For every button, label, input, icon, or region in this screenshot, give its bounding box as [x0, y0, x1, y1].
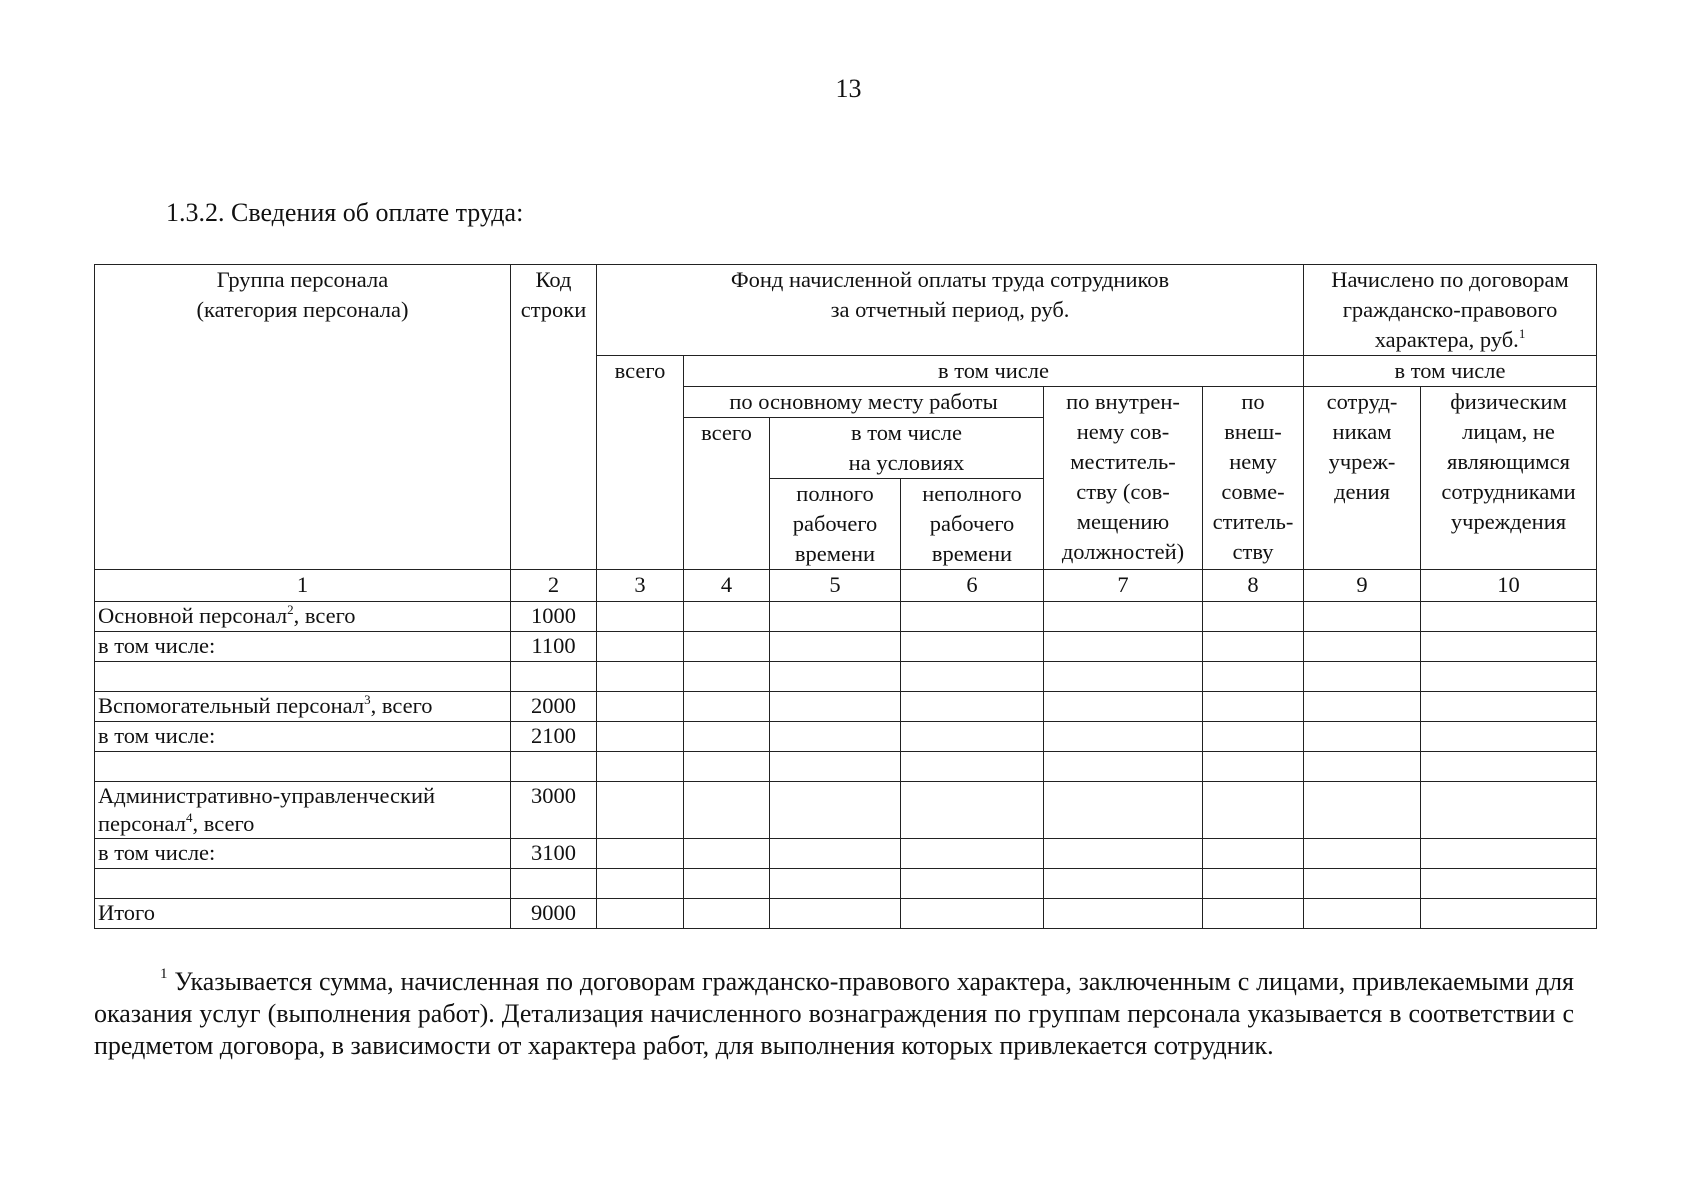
table-row [95, 752, 1597, 782]
footnote-mark: 1 [160, 966, 168, 982]
header-main-place: по основному месту работы [684, 387, 1044, 418]
empty-value-cell[interactable] [1421, 869, 1597, 899]
data-rows [95, 602, 1597, 929]
empty-value-cell[interactable] [1421, 782, 1597, 839]
row-label: в том числе: [95, 632, 511, 662]
row-label [95, 662, 511, 692]
empty-value-cell[interactable] [1421, 662, 1597, 692]
header-group: Группа персонала (категория персонала) [95, 265, 511, 570]
empty-value-cell[interactable] [1421, 692, 1597, 722]
column-number: 1 [95, 570, 511, 602]
row-label: Основной персонал$^2$, всего [95, 602, 511, 632]
row-code: 1000 [511, 602, 597, 632]
empty-value-cell[interactable] [1203, 722, 1304, 752]
empty-value-cell[interactable] [901, 839, 1044, 869]
empty-value-cell[interactable] [770, 782, 901, 839]
header-fund-total: всего [597, 356, 684, 570]
empty-value-cell[interactable] [770, 869, 901, 899]
empty-value-cell[interactable] [1421, 722, 1597, 752]
footnote [94, 966, 1574, 1062]
table-row [95, 722, 1597, 752]
row-label: в том числе: [95, 839, 511, 869]
header-main-total: всего [684, 418, 770, 570]
empty-value-cell[interactable] [1044, 632, 1203, 662]
header-fund: Фонд начисленной оплаты труда сотрудников за отчетный период, руб. [597, 265, 1304, 356]
row-code: 3100 [511, 839, 597, 869]
row-code [511, 752, 597, 782]
empty-value-cell[interactable] [1203, 692, 1304, 722]
empty-value-cell[interactable] [1203, 632, 1304, 662]
empty-value-cell[interactable] [597, 632, 684, 662]
empty-value-cell[interactable] [1304, 839, 1421, 869]
empty-value-cell[interactable] [1304, 692, 1421, 722]
header-code: Код строки [511, 265, 597, 570]
empty-value-cell[interactable] [1304, 722, 1421, 752]
empty-value-cell[interactable] [1304, 632, 1421, 662]
column-number: 9 [1304, 570, 1421, 602]
table-row [95, 782, 1597, 839]
header-civil-including: в том числе [1304, 356, 1597, 387]
empty-value-cell[interactable] [1044, 602, 1203, 632]
empty-value-cell[interactable] [1203, 899, 1304, 929]
empty-value-cell[interactable] [901, 692, 1044, 722]
empty-value-cell[interactable] [597, 869, 684, 899]
empty-value-cell[interactable] [901, 752, 1044, 782]
column-number: 6 [901, 570, 1044, 602]
header-fund-including: в том числе [684, 356, 1304, 387]
row-code: 2100 [511, 722, 597, 752]
empty-value-cell[interactable] [1044, 839, 1203, 869]
empty-value-cell[interactable] [684, 869, 770, 899]
row-label: Итого [95, 899, 511, 929]
empty-value-cell[interactable] [597, 692, 684, 722]
page-number: 13 [835, 74, 862, 103]
column-number: 7 [1044, 570, 1203, 602]
empty-value-cell[interactable] [1044, 899, 1203, 929]
empty-value-cell[interactable] [1044, 662, 1203, 692]
table-row [95, 839, 1597, 869]
column-number: 5 [770, 570, 901, 602]
empty-value-cell[interactable] [597, 602, 684, 632]
empty-value-cell[interactable] [597, 839, 684, 869]
row-label [95, 869, 511, 899]
row-code [511, 662, 597, 692]
row-label: в том числе: [95, 722, 511, 752]
empty-value-cell[interactable] [1044, 752, 1203, 782]
table-row [95, 692, 1597, 722]
table-row [95, 632, 1597, 662]
empty-value-cell[interactable] [597, 752, 684, 782]
empty-value-cell[interactable] [1044, 782, 1203, 839]
empty-value-cell[interactable] [1304, 602, 1421, 632]
empty-value-cell[interactable] [901, 722, 1044, 752]
header-employees: сотруд- никам учреж- дения [1304, 387, 1421, 570]
empty-value-cell[interactable] [901, 782, 1044, 839]
empty-value-cell[interactable] [901, 899, 1044, 929]
empty-value-cell[interactable] [1304, 752, 1421, 782]
column-number: 4 [684, 570, 770, 602]
empty-value-cell[interactable] [684, 839, 770, 869]
row-code: 1100 [511, 632, 597, 662]
empty-value-cell[interactable] [684, 782, 770, 839]
row-code: 3000 [511, 782, 597, 839]
row-label [95, 752, 511, 782]
row-label: Вспомогательный персонал$^3$, всего [95, 692, 511, 722]
empty-value-cell[interactable] [1304, 782, 1421, 839]
header-on-conditions: в том числе на условиях [770, 418, 1044, 479]
header-full-time: полного рабочего времени [770, 479, 901, 570]
header-internal: по внутрен- нему сов- меститель- ству (сов- мещению должностей) [1044, 387, 1203, 570]
column-number: 10 [1421, 570, 1597, 602]
header-civil-contracts: Начислено по договорам гражданско-правового характера, руб.$^1$ [1304, 265, 1597, 356]
column-number: 8 [1203, 570, 1304, 602]
empty-value-cell[interactable] [770, 752, 901, 782]
wage-table [94, 264, 1597, 929]
table-row [95, 899, 1597, 929]
empty-value-cell[interactable] [684, 602, 770, 632]
empty-value-cell[interactable] [1304, 662, 1421, 692]
empty-value-cell[interactable] [684, 632, 770, 662]
empty-value-cell[interactable] [770, 839, 901, 869]
empty-value-cell[interactable] [1203, 752, 1304, 782]
empty-value-cell[interactable] [1421, 632, 1597, 662]
header-part-time: неполного рабочего времени [901, 479, 1044, 570]
empty-value-cell[interactable] [770, 899, 901, 929]
empty-value-cell[interactable] [684, 692, 770, 722]
empty-value-cell[interactable] [597, 782, 684, 839]
empty-value-cell[interactable] [1421, 602, 1597, 632]
empty-value-cell[interactable] [901, 869, 1044, 899]
table-row [95, 662, 1597, 692]
table-row [95, 602, 1597, 632]
empty-value-cell[interactable] [770, 662, 901, 692]
column-number-row [95, 570, 1597, 602]
footnote-text: Указывается сумма, начисленная по договорам гражданско-правового характера, заключенным с лицами, привлекаемыми для оказания услуг (выполнения работ). Детализация начисленного вознаграждения по группам персонала указывается в соответствии с предметом договора, в зависимости от характера работ, для выполнения которых привлекается сотрудник. [94, 967, 1574, 1060]
empty-value-cell[interactable] [1203, 602, 1304, 632]
empty-value-cell[interactable] [684, 752, 770, 782]
empty-value-cell[interactable] [1421, 752, 1597, 782]
header-individuals: физическим лицам, не являющимся сотрудниками учреждения [1421, 387, 1597, 570]
row-code [511, 869, 597, 899]
empty-value-cell[interactable] [770, 602, 901, 632]
empty-value-cell[interactable] [1203, 782, 1304, 839]
row-code: 2000 [511, 692, 597, 722]
empty-value-cell[interactable] [1421, 899, 1597, 929]
empty-value-cell[interactable] [1044, 722, 1203, 752]
table-row [95, 869, 1597, 899]
empty-value-cell[interactable] [901, 632, 1044, 662]
empty-value-cell[interactable] [1304, 899, 1421, 929]
empty-value-cell[interactable] [1044, 869, 1203, 899]
empty-value-cell[interactable] [684, 899, 770, 929]
empty-value-cell[interactable] [770, 632, 901, 662]
empty-value-cell[interactable] [597, 722, 684, 752]
empty-value-cell[interactable] [684, 722, 770, 752]
empty-value-cell[interactable] [1203, 662, 1304, 692]
empty-value-cell[interactable] [770, 692, 901, 722]
empty-value-cell[interactable] [684, 662, 770, 692]
empty-value-cell[interactable] [597, 662, 684, 692]
empty-value-cell[interactable] [770, 722, 901, 752]
row-code: 9000 [511, 899, 597, 929]
header-external: по внеш- нему совме- ститель- ству [1203, 387, 1304, 570]
empty-value-cell[interactable] [1421, 839, 1597, 869]
column-number: 2 [511, 570, 597, 602]
row-label: Административно-управленческий персонал$^4$, всего [95, 782, 511, 839]
section-title: 1.3.2. Сведения об оплате труда: [166, 198, 524, 227]
empty-value-cell[interactable] [901, 662, 1044, 692]
column-number: 3 [597, 570, 684, 602]
empty-value-cell[interactable] [1203, 839, 1304, 869]
empty-value-cell[interactable] [1304, 869, 1421, 899]
empty-value-cell[interactable] [901, 602, 1044, 632]
empty-value-cell[interactable] [597, 899, 684, 929]
empty-value-cell[interactable] [1044, 692, 1203, 722]
empty-value-cell[interactable] [1203, 869, 1304, 899]
